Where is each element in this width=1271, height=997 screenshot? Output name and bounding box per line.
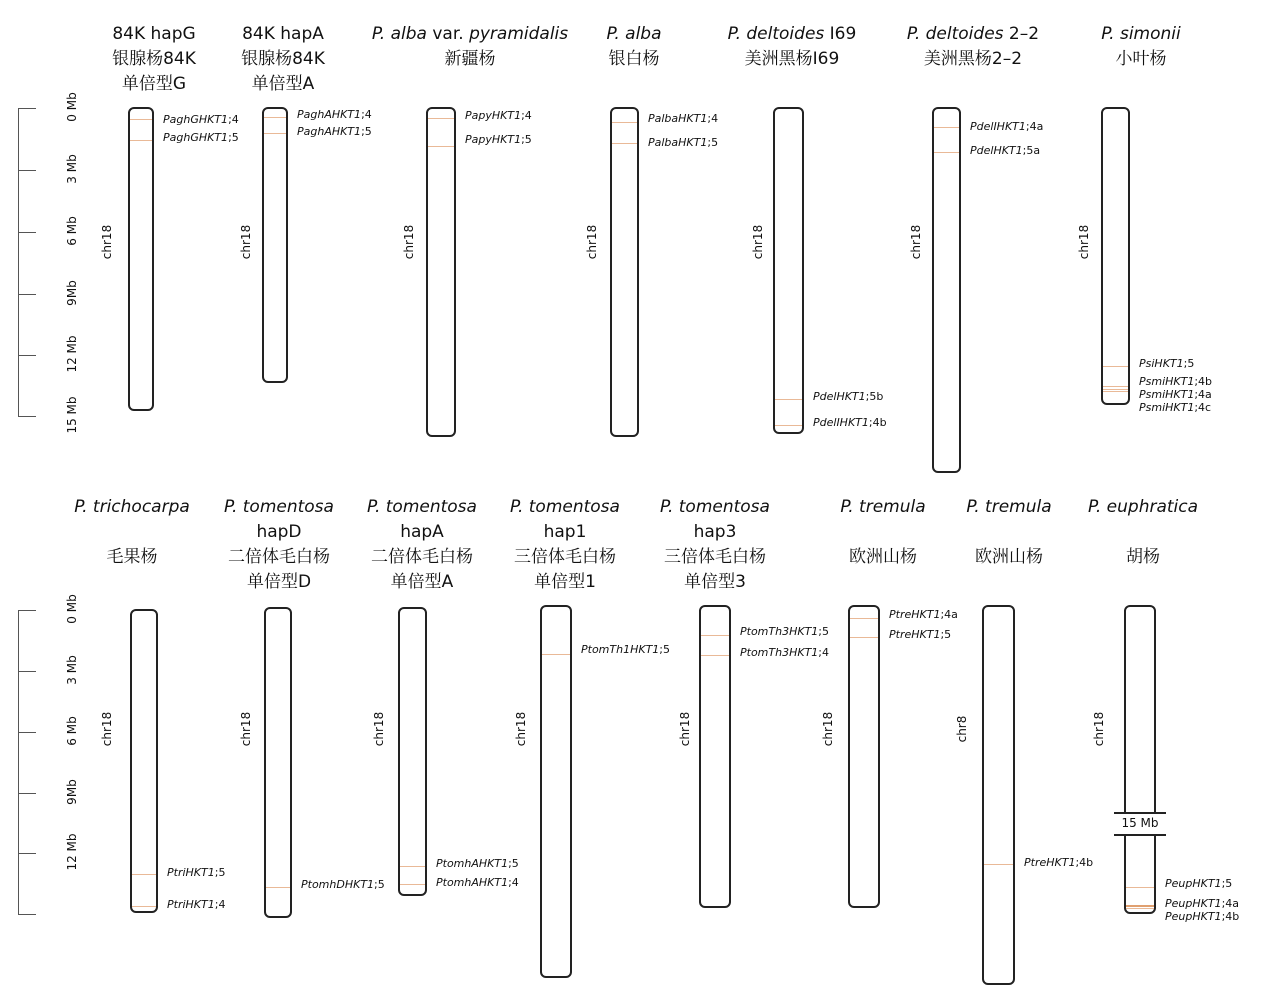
title-line: P. alba var. pyramidalis: [371, 24, 569, 44]
gene-marker: [775, 425, 802, 426]
chromosome-label: chr18: [1092, 711, 1106, 747]
chromosome-label: chr18: [1077, 224, 1091, 260]
title-line: 毛果杨: [106, 547, 158, 567]
scale-label: 0 Mb: [65, 594, 79, 624]
title-line: 新疆杨: [444, 49, 496, 69]
gene-label: PtomhAHKT1;5: [436, 857, 519, 870]
chromosome-pdel169: [773, 107, 804, 434]
gene-label: PeupHKT1;5: [1165, 877, 1233, 890]
gene-label: PeupHKT1;4a: [1165, 897, 1240, 910]
species-title-palba: [549, 22, 719, 72]
title-line: 84K hapG: [112, 24, 196, 44]
gene-marker: [850, 637, 878, 638]
chromosome-p84kG: [128, 107, 154, 411]
scale-label: 9Mb: [65, 779, 79, 805]
chromosome-label: chr8: [955, 715, 969, 743]
title-line: 小叶杨: [1115, 49, 1167, 69]
species-title-pdel22: [888, 22, 1058, 72]
title-line: 单倍型A: [390, 572, 454, 592]
gene-label: PtreHKT1;5: [889, 628, 952, 641]
chromosome-p84kA: [262, 107, 288, 383]
gene-label: PdelIHKT1;4a: [970, 120, 1044, 133]
scale-tick: [18, 170, 36, 171]
gene-label: PaghGHKT1;5: [163, 131, 239, 144]
scale-tick: [18, 294, 36, 295]
title-line: P. deltoides I69: [727, 24, 857, 44]
gene-marker: [264, 133, 286, 134]
gene-label: PtreHKT1;4a: [889, 608, 958, 621]
gene-label: PalbaHKT1;5: [648, 136, 719, 149]
title-line: 三倍体毛白杨: [664, 547, 766, 567]
title-line: 单倍型D: [246, 572, 312, 592]
title-line: 单倍型3: [684, 572, 746, 592]
chromosome-label: chr18: [239, 711, 253, 747]
gene-marker: [775, 399, 802, 400]
scale-tick: [18, 232, 36, 233]
title-line: 二倍体毛白杨: [371, 547, 473, 567]
gene-label: PdelHKT1;5a: [970, 144, 1041, 157]
chromosome-peup: [1124, 605, 1156, 914]
species-title-p84kA: [198, 22, 368, 97]
title-line: P. tremula: [966, 497, 1052, 517]
title-line: 欧洲山杨: [849, 547, 917, 567]
chromosome-label: chr18: [751, 224, 765, 260]
scale-bar-axis: [18, 108, 19, 416]
title-line: 84K hapA: [242, 24, 324, 44]
chromosome-ptomA: [398, 607, 427, 896]
gene-label: PsmiHKT1;4a: [1139, 388, 1212, 401]
gene-marker: [850, 618, 878, 619]
species-title-ptom3: [630, 495, 800, 595]
title-line: [1058, 520, 1228, 545]
gene-marker: [132, 906, 156, 907]
gene-label: PsiHKT1;5: [1139, 357, 1195, 370]
gene-label: PeupHKT1;4b: [1165, 910, 1240, 923]
title-line: hap1: [543, 522, 587, 542]
scale-tick: [18, 671, 36, 672]
scale-tick: [18, 853, 36, 854]
gene-marker: [400, 884, 425, 885]
species-title-ptri: [47, 495, 217, 570]
gene-label: PtomTh3HKT1;5: [740, 625, 830, 638]
chromosome-ptom1: [540, 605, 572, 978]
title-line: 银腺杨84K: [241, 49, 325, 69]
title-line: P. tomentosa: [367, 497, 477, 517]
gene-label: PtriHKT1;5: [167, 866, 226, 879]
gene-label: PtomTh3HKT1;4: [740, 646, 830, 659]
gene-marker: [266, 887, 290, 888]
scale-label: 9Mb: [65, 280, 79, 306]
species-title-peup: [1058, 495, 1228, 570]
title-line: P. deltoides 2–2: [906, 24, 1040, 44]
scale-label: 15 Mb: [65, 396, 79, 434]
title-line: P. tomentosa: [224, 497, 334, 517]
scale-label: 6 Mb: [65, 216, 79, 246]
chromosome-label: chr18: [239, 224, 253, 260]
chromosome-label: chr18: [514, 711, 528, 747]
gene-marker: [701, 635, 729, 636]
gene-marker: [701, 655, 729, 656]
chromosome-label: chr18: [402, 224, 416, 260]
gene-marker: [1103, 389, 1128, 390]
gene-label: PaghAHKT1;5: [297, 125, 372, 138]
gene-label: PtriHKT1;4: [167, 898, 226, 911]
species-title-psim: [1056, 22, 1226, 72]
scale-tick: [18, 914, 36, 915]
gene-marker: [130, 140, 152, 141]
title-line: P. alba: [606, 24, 662, 44]
gene-label: PalbaHKT1;4: [648, 112, 719, 125]
chromosome-psim: [1101, 107, 1130, 405]
scale-tick: [18, 108, 36, 109]
title-line: [47, 520, 217, 545]
title-line: P. simonii: [1101, 24, 1181, 44]
title-line: P. tomentosa: [510, 497, 620, 517]
gene-marker: [132, 874, 156, 875]
title-line: P. trichocarpa: [74, 497, 190, 517]
chromosome-ptomD: [264, 607, 292, 918]
title-line: 单倍型G: [121, 74, 187, 94]
chromosome-label: chr18: [678, 711, 692, 747]
chromosome-ppyr: [426, 107, 456, 437]
chromosome-ptri: [130, 609, 158, 913]
gene-marker: [1126, 908, 1154, 909]
gene-marker: [1126, 887, 1154, 888]
gene-label: PtomhDHKT1;5: [301, 878, 385, 891]
title-line: P. tomentosa: [660, 497, 770, 517]
chromosome-label: chr18: [909, 224, 923, 260]
gene-label: PapyHKT1;5: [465, 133, 532, 146]
gene-marker: [1126, 905, 1154, 907]
scale-tick: [18, 793, 36, 794]
scale-label: 12 Mb: [65, 335, 79, 373]
scale-label: 3 Mb: [65, 154, 79, 184]
chromosome-label: chr18: [100, 224, 114, 260]
gene-marker: [612, 122, 637, 123]
gene-marker: [130, 119, 152, 120]
title-line: hapD: [256, 522, 302, 542]
scale-tick: [18, 416, 36, 417]
gene-label: PtomTh1HKT1;5: [581, 643, 671, 656]
title-line: P. euphratica: [1087, 497, 1199, 517]
scale-label: 12 Mb: [65, 833, 79, 871]
chromosome-label: chr18: [100, 711, 114, 747]
scale-bar-axis: [18, 610, 19, 914]
title-line: 美洲黑杨2–2: [923, 49, 1023, 69]
scale-label: 0 Mb: [65, 92, 79, 122]
gene-marker: [1103, 366, 1128, 367]
break-label: 15 Mb: [1121, 816, 1159, 830]
gene-marker: [264, 117, 286, 118]
gene-marker: [934, 127, 959, 128]
species-title-ptom1: [480, 495, 650, 595]
species-title-pdel169: [707, 22, 877, 72]
title-line: 银白杨: [608, 49, 660, 69]
chromosome-ptre2: [982, 605, 1015, 985]
gene-label: PdelIHKT1;4b: [813, 416, 887, 429]
title-line: 银腺杨84K: [112, 49, 196, 69]
gene-label: PsmiHKT1;4b: [1139, 375, 1213, 388]
chromosome-ptre1: [848, 605, 880, 908]
gene-label: PaghGHKT1;4: [163, 113, 239, 126]
scale-label: 3 Mb: [65, 655, 79, 685]
gene-label: PsmiHKT1;4c: [1139, 401, 1212, 414]
chromosome-ptom3: [699, 605, 731, 908]
title-line: 胡杨: [1126, 547, 1160, 567]
title-line: 二倍体毛白杨: [228, 547, 330, 567]
gene-marker: [984, 864, 1013, 865]
title-line: P. tremula: [840, 497, 926, 517]
title-line: 美洲黑杨I69: [744, 49, 840, 69]
gene-marker: [934, 152, 959, 153]
title-line: 三倍体毛白杨: [514, 547, 616, 567]
gene-label: PtomhAHKT1;4: [436, 876, 519, 889]
gene-marker: [400, 866, 425, 867]
chromosome-label: chr18: [585, 224, 599, 260]
chromosome-label: chr18: [821, 711, 835, 747]
gene-marker: [1103, 391, 1128, 392]
gene-label: PtreHKT1;4b: [1024, 856, 1094, 869]
title-line: 欧洲山杨: [975, 547, 1043, 567]
title-line: hapA: [400, 522, 444, 542]
chromosome-palba: [610, 107, 639, 437]
scale-label: 6 Mb: [65, 716, 79, 746]
scale-tick: [18, 732, 36, 733]
gene-label: PapyHKT1;4: [465, 109, 532, 122]
title-line: 单倍型A: [251, 74, 315, 94]
gene-marker: [542, 654, 570, 655]
gene-marker: [428, 146, 454, 147]
gene-marker: [428, 118, 454, 119]
chromosome-pdel22: [932, 107, 961, 473]
gene-label: PdelHKT1;5b: [813, 390, 884, 403]
scale-tick: [18, 355, 36, 356]
title-line: hap3: [693, 522, 737, 542]
scale-tick: [18, 610, 36, 611]
gene-marker: [612, 143, 637, 144]
title-line: 单倍型1: [534, 572, 596, 592]
chromosome-label: chr18: [372, 711, 386, 747]
gene-label: PaghAHKT1;4: [297, 108, 372, 121]
gene-marker: [1103, 386, 1128, 387]
